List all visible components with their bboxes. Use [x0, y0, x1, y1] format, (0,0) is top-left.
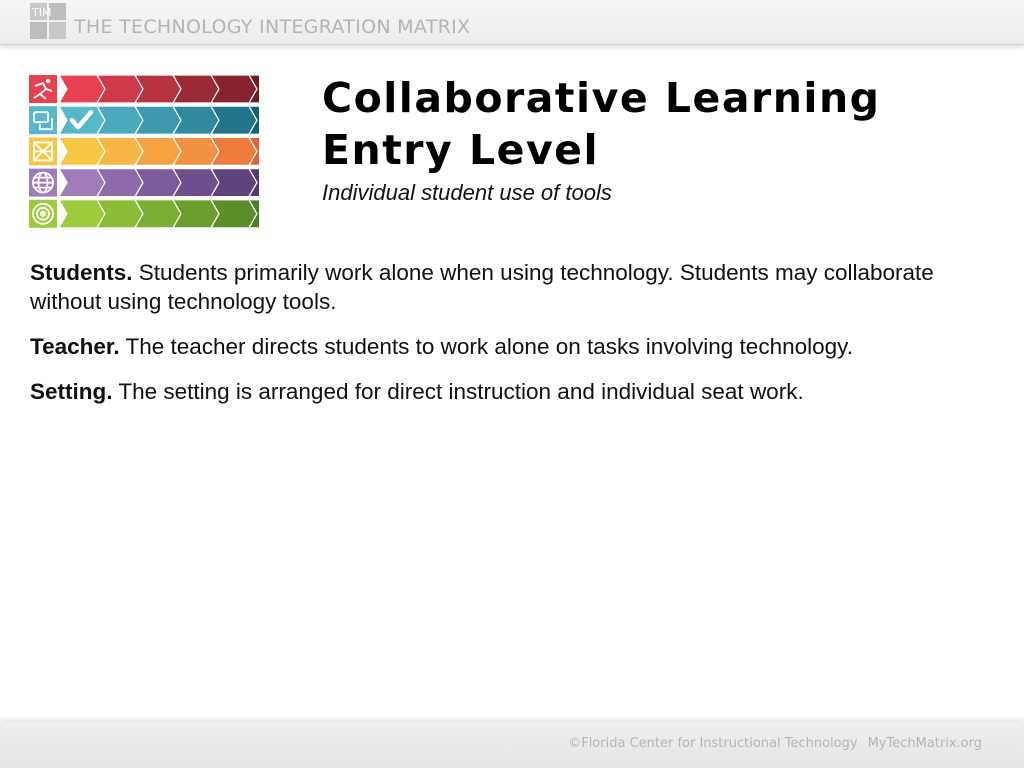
matrix-cell — [59, 75, 105, 103]
students-label: Students. — [30, 260, 133, 285]
teacher-paragraph — [30, 332, 990, 361]
matrix-row — [29, 137, 259, 165]
tim-logo-icon — [30, 3, 66, 39]
copyright-text: ©Florida Center for Instructional Technology — [568, 736, 858, 751]
header-title: THE TECHNOLOGY INTEGRATION MATRIX — [74, 16, 471, 38]
description — [30, 258, 990, 422]
matrix-cell — [59, 169, 105, 197]
matrix-cell — [59, 200, 105, 228]
matrix-row — [29, 75, 259, 103]
setting-label: Setting. — [30, 379, 113, 404]
matrix-row — [29, 106, 259, 134]
students-paragraph — [30, 258, 990, 316]
setting-paragraph — [30, 377, 990, 406]
matrix-row — [29, 169, 259, 197]
students-text: Students primarily work alone when using technology. Students may collaborate without using technology tools. — [30, 260, 934, 314]
page-title — [322, 72, 881, 176]
title-line-1: Collaborative Learning — [322, 74, 881, 122]
website-link[interactable]: MyTechMatrix.org — [867, 736, 982, 751]
page-subtitle: Individual student use of tools — [322, 180, 612, 205]
footer-copyright — [568, 736, 982, 751]
footer-bar — [0, 722, 1024, 768]
header-bar — [0, 0, 1024, 45]
teacher-text: The teacher directs students to work alone on tasks involving technology. — [119, 334, 853, 359]
matrix-graphic — [29, 75, 259, 232]
title-line-2: Entry Level — [322, 126, 600, 174]
matrix-row — [29, 200, 259, 228]
active-runner-icon — [29, 75, 57, 103]
svg-text:TIM: TIM — [32, 6, 52, 19]
teacher-label: Teacher. — [30, 334, 120, 359]
setting-text: The setting is arranged for direct instruction and individual seat work. — [112, 379, 804, 404]
matrix-cell — [59, 137, 105, 165]
